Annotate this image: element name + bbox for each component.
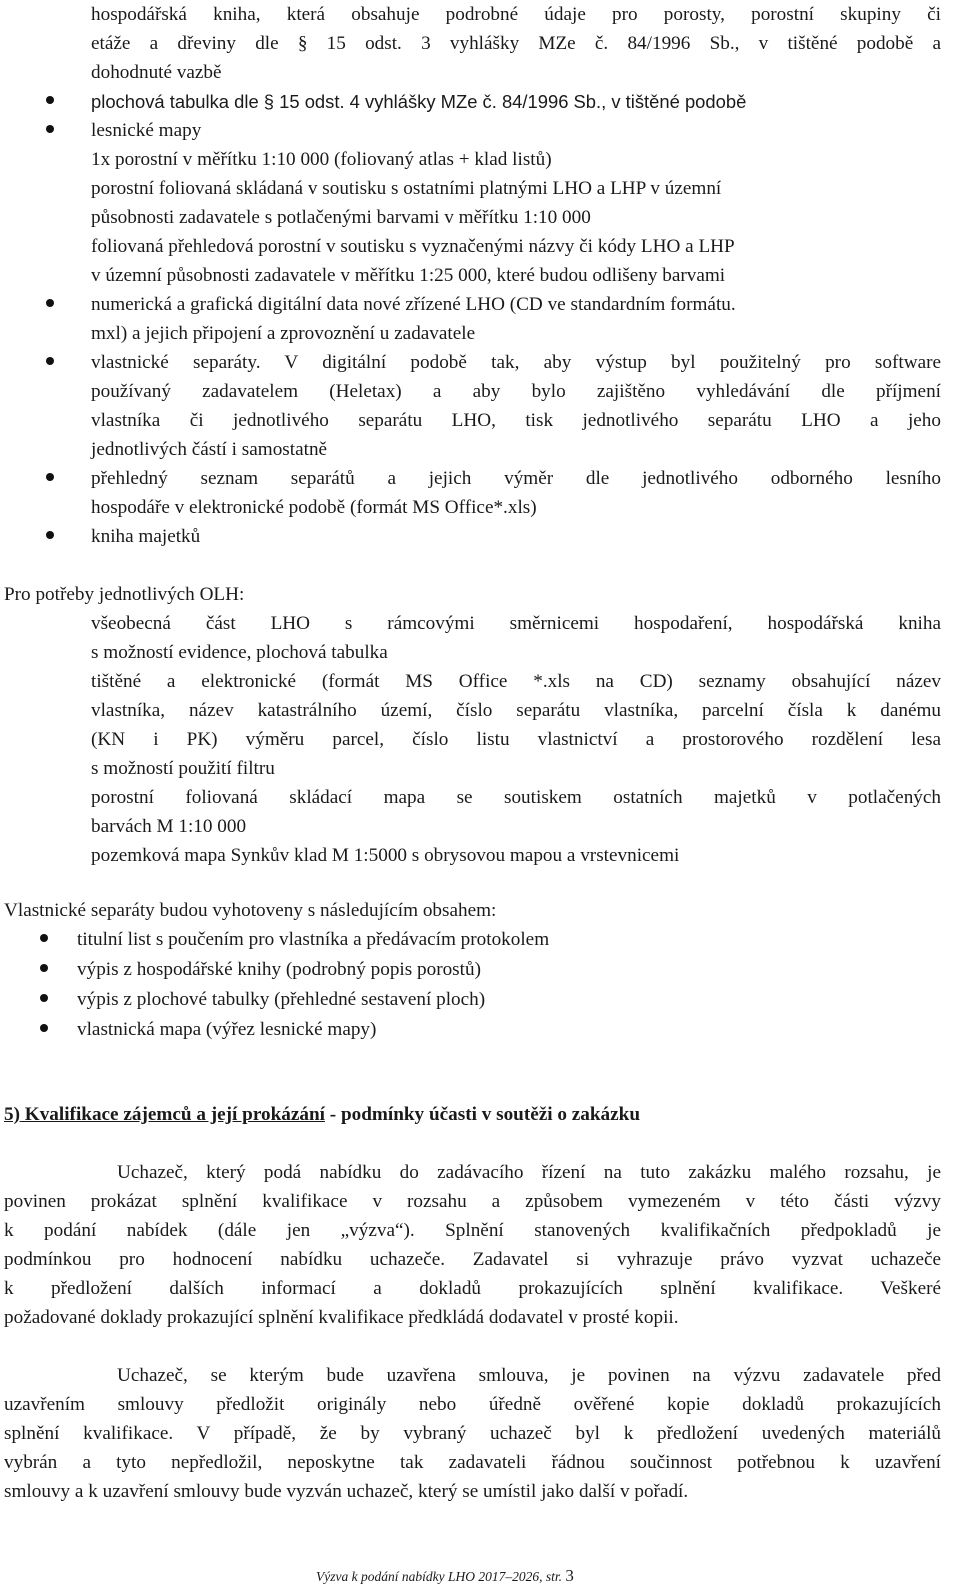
list-item-continuation: jednotlivých částí i samostatně <box>91 439 328 460</box>
list-item: vlastnické separáty. V digitální podobě tak, aby výstup byl použitelný pro software <box>91 352 941 373</box>
sub-item: 1x porostní v měřítku 1:10 000 (foliovaný atlas + klad listů) <box>91 149 552 170</box>
list-item: přehledný seznam separátů a jejich výměr dle jednotlivého odborného lesního <box>91 468 941 489</box>
list-item: lesnické mapy <box>91 120 202 141</box>
paragraph-line: k podání nabídek (dále jen „výzva“). Splnění stanovených kvalifikačních předpokladů je <box>4 1220 941 1241</box>
olh-line: s možností použití filtru <box>91 758 275 779</box>
sub-item: porostní foliovaná skládaná v soutisku s ostatními platnými LHO a LHP v územní <box>91 178 722 199</box>
olh-line: s možností evidence, plochová tabulka <box>91 642 388 663</box>
list-item-continuation: etáže a dřeviny dle § 15 odst. 3 vyhlášky MZe č. 84/1996 Sb., v tištěné podobě a <box>91 33 941 54</box>
paragraph-line: splnění kvalifikace. V případě, že by vybraný uchazeč byl k předložení uvedených materiálů <box>4 1423 941 1444</box>
list-item: výpis z hospodářské knihy (podrobný popis porostů) <box>77 959 481 980</box>
olh-line: vlastníka, název katastrálního území, číslo separátu vlastníka, parcelní čísla k danému <box>91 700 941 721</box>
olh-line: (KN i PK) výměru parcel, číslo listu vlastnictví a prostorového rozdělení lesa <box>91 729 941 750</box>
list-item: titulní list s poučením pro vlastníka a předávacím protokolem <box>77 929 550 950</box>
olh-line: všeobecná část LHO s rámcovými směrnicemi hospodaření, hospodářská kniha <box>91 613 941 634</box>
olh-line: tištěné a elektronické (formát MS Office *.xls na CD) seznamy obsahující název <box>91 671 941 692</box>
paragraph-line: Uchazeč, který podá nabídku do zadávacího řízení na tuto zakázku malého rozsahu, je <box>117 1162 941 1183</box>
bullet-icon <box>40 994 48 1002</box>
bullet-icon <box>40 964 48 972</box>
paragraph-line: Uchazeč, se kterým bude uzavřena smlouva, je povinen na výzvu zadavatele před <box>117 1365 941 1386</box>
bullet-icon <box>46 125 54 133</box>
paragraph-intro: Pro potřeby jednotlivých OLH: <box>4 584 245 605</box>
bullet-icon <box>46 531 54 539</box>
list-item-continuation: hospodáře v elektronické podobě (formát MS Office*.xls) <box>91 497 537 518</box>
footer-text: Výzva k podání nabídky LHO 2017–2026, str. <box>316 1569 566 1584</box>
paragraph-line: uzavřením smlouvy předložit originály nebo úředně ověřené kopie dokladů prokazujících <box>4 1394 941 1415</box>
list-item-continuation: hospodářská kniha, která obsahuje podrobné údaje pro porosty, porostní skupiny či <box>91 4 941 25</box>
list-item-continuation: mxl) a jejich připojení a zprovoznění u zadavatele <box>91 323 476 344</box>
paragraph-line: vybrán a tyto nepředložil, neposkytne tak zadavateli řádnou součinnost potřebnou k uzavření <box>4 1452 941 1473</box>
paragraph-line: povinen prokázat splnění kvalifikace v rozsahu a způsobem vymezeném v této části výzvy <box>4 1191 941 1212</box>
bullet-icon <box>46 96 54 104</box>
bullet-icon <box>46 473 54 481</box>
list-item-continuation: používaný zadavatelem (Heletax) a aby bylo zajištěno vyhledávání dle příjmení <box>91 381 941 402</box>
bullet-icon <box>46 299 54 307</box>
section-heading <box>4 1100 640 1129</box>
paragraph-line: k předložení dalších informací a dokladů prokazujících splnění kvalifikace. Veškeré <box>4 1278 941 1299</box>
list-item: kniha majetků <box>91 526 201 547</box>
section-heading-underlined: 5) Kvalifikace zájemců a její prokázání <box>4 1104 325 1125</box>
olh-line: barvách M 1:10 000 <box>91 816 247 837</box>
bullet-icon <box>46 357 54 365</box>
list-item: numerická a grafická digitální data nové zřízené LHO (CD ve standardním formátu. <box>91 294 736 315</box>
list-item: vlastnická mapa (výřez lesnické mapy) <box>77 1019 377 1040</box>
page-footer <box>316 1561 574 1591</box>
list-item: plochová tabulka dle § 15 odst. 4 vyhlášky MZe č. 84/1996 Sb., v tištěné podobě <box>91 91 747 112</box>
olh-line: porostní foliovaná skládací mapa se soutiskem ostatních majetků v potlačených <box>91 787 941 808</box>
bullet-icon <box>40 1024 48 1032</box>
sub-item: působnosti zadavatele s potlačenými barvami v měřítku 1:10 000 <box>91 207 591 228</box>
list-item: výpis z plochové tabulky (přehledné sestavení ploch) <box>77 989 486 1010</box>
sub-item: foliovaná přehledová porostní v soutisku s vyznačenými názvy či kódy LHO a LHP <box>91 236 735 257</box>
section-heading-rest: - podmínky účasti v soutěži o zakázku <box>324 1104 641 1125</box>
paragraph-line: požadované doklady prokazující splnění kvalifikace předkládá dodavatel v prosté kopii. <box>4 1307 679 1328</box>
sub-item: v územní působnosti zadavatele v měřítku 1:25 000, které budou odlišeny barvami <box>91 265 726 286</box>
paragraph-intro: Vlastnické separáty budou vyhotoveny s následujícím obsahem: <box>4 900 497 921</box>
paragraph-line: smlouvy a k uzavření smlouvy bude vyzván uchazeč, který se umístil jako další v pořadí. <box>4 1481 689 1502</box>
paragraph-line: podmínkou pro hodnocení nabídku uchazeče. Zadavatel si vyhrazuje právo vyzvat uchazeče <box>4 1249 941 1270</box>
list-item-continuation: vlastníka či jednotlivého separátu LHO, tisk jednotlivého separátu LHO a jeho <box>91 410 941 431</box>
list-item-continuation: dohodnuté vazbě <box>91 62 222 83</box>
olh-line: pozemková mapa Synkův klad M 1:5000 s obrysovou mapou a vrstevnicemi <box>91 845 680 866</box>
page-number: 3 <box>565 1566 574 1585</box>
bullet-icon <box>40 934 48 942</box>
